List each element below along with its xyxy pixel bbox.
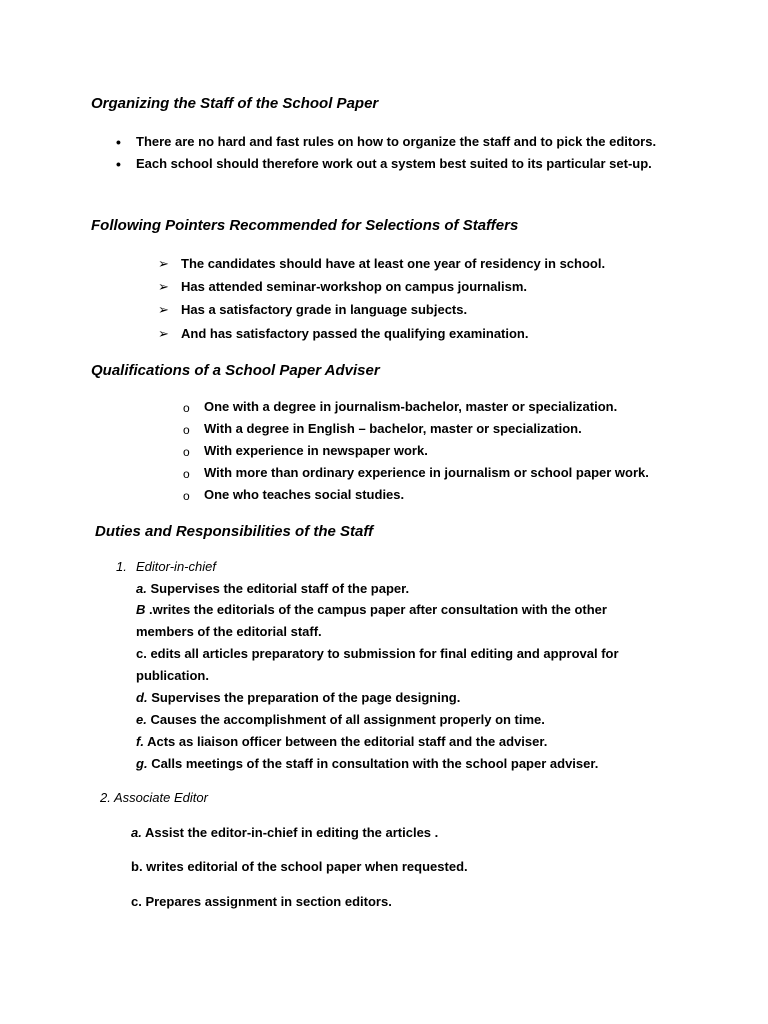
circle-bullet-icon: o xyxy=(183,401,190,415)
assoc-item-a xyxy=(131,825,438,841)
qualification-item-3: With experience in newspaper work. xyxy=(204,443,428,458)
assoc-item-c: c. Prepares assignment in section editors. xyxy=(131,894,392,909)
eic-item-letter: e. xyxy=(136,712,147,727)
associate-editor-title: 2. Associate Editor xyxy=(100,790,208,805)
arrow-bullet-icon: ➢ xyxy=(158,302,169,317)
eic-item-c-cont: publication. xyxy=(136,668,209,683)
organizing-bullet-1: There are no hard and fast rules on how to organize the staff and to pick the editors. xyxy=(136,134,657,149)
editor-in-chief-number: 1. xyxy=(116,559,127,574)
eic-item-c: c. edits all articles preparatory to submission for final editing and approval for xyxy=(136,646,619,661)
assoc-item-text: Assist the editor-in-chief in editing the articles . xyxy=(144,825,439,840)
eic-item-e xyxy=(136,712,545,728)
circle-bullet-icon: o xyxy=(183,423,190,437)
eic-item-g xyxy=(136,756,598,772)
eic-item-letter: a. xyxy=(136,581,147,596)
circle-bullet-icon: o xyxy=(183,445,190,459)
eic-item-text: Acts as liaison officer between the editorial staff and the adviser. xyxy=(147,734,548,749)
assoc-item-b: b. writes editorial of the school paper when requested. xyxy=(131,859,468,874)
dot-bullet-icon: • xyxy=(116,134,121,150)
eic-item-letter: d. xyxy=(136,690,148,705)
eic-item-text: Calls meetings of the staff in consultation with the school paper adviser. xyxy=(151,756,599,771)
dot-bullet-icon: • xyxy=(116,156,121,172)
editor-in-chief-title: Editor-in-chief xyxy=(136,559,216,574)
heading-qualifications: Qualifications of a School Paper Adviser xyxy=(91,362,380,379)
eic-item-b-cont: members of the editorial staff. xyxy=(136,624,322,639)
eic-item-text: Causes the accomplishment of all assignment properly on time. xyxy=(150,712,545,727)
eic-item-a xyxy=(136,581,409,597)
qualification-item-4: With more than ordinary experience in journalism or school paper work. xyxy=(204,465,649,480)
qualification-item-1: One with a degree in journalism-bachelor, master or specialization. xyxy=(204,399,618,414)
eic-item-b xyxy=(136,602,607,618)
organizing-bullet-2: Each school should therefore work out a system best suited to its particular set-up. xyxy=(136,156,652,171)
heading-duties: Duties and Responsibilities of the Staff xyxy=(95,523,374,540)
pointer-item-2: Has attended seminar-workshop on campus journalism. xyxy=(181,279,528,294)
circle-bullet-icon: o xyxy=(183,467,190,481)
eic-item-letter: g. xyxy=(136,756,148,771)
eic-item-text: Supervises the editorial staff of the paper. xyxy=(150,581,410,596)
eic-item-f xyxy=(136,734,547,750)
eic-item-text: Supervises the preparation of the page designing. xyxy=(151,690,461,705)
heading-organizing: Organizing the Staff of the School Paper xyxy=(91,95,379,112)
eic-item-text: .writes the editorials of the campus paper after consultation with the other xyxy=(145,602,607,617)
eic-item-d xyxy=(136,690,460,706)
eic-item-letter: B xyxy=(136,602,146,617)
pointer-item-3: Has a satisfactory grade in language subjects. xyxy=(181,302,468,317)
pointer-item-4: And has satisfactory passed the qualifying examination. xyxy=(181,326,529,341)
qualification-item-5: One who teaches social studies. xyxy=(204,487,405,502)
arrow-bullet-icon: ➢ xyxy=(158,256,169,271)
heading-pointers: Following Pointers Recommended for Selections of Staffers xyxy=(91,217,519,234)
pointer-item-1: The candidates should have at least one year of residency in school. xyxy=(181,256,606,271)
circle-bullet-icon: o xyxy=(183,489,190,503)
qualification-item-2: With a degree in English – bachelor, master or specialization. xyxy=(204,421,582,436)
eic-item-letter: f. xyxy=(136,734,144,749)
arrow-bullet-icon: ➢ xyxy=(158,279,169,294)
assoc-item-letter: a. xyxy=(131,825,142,840)
arrow-bullet-icon: ➢ xyxy=(158,326,169,341)
